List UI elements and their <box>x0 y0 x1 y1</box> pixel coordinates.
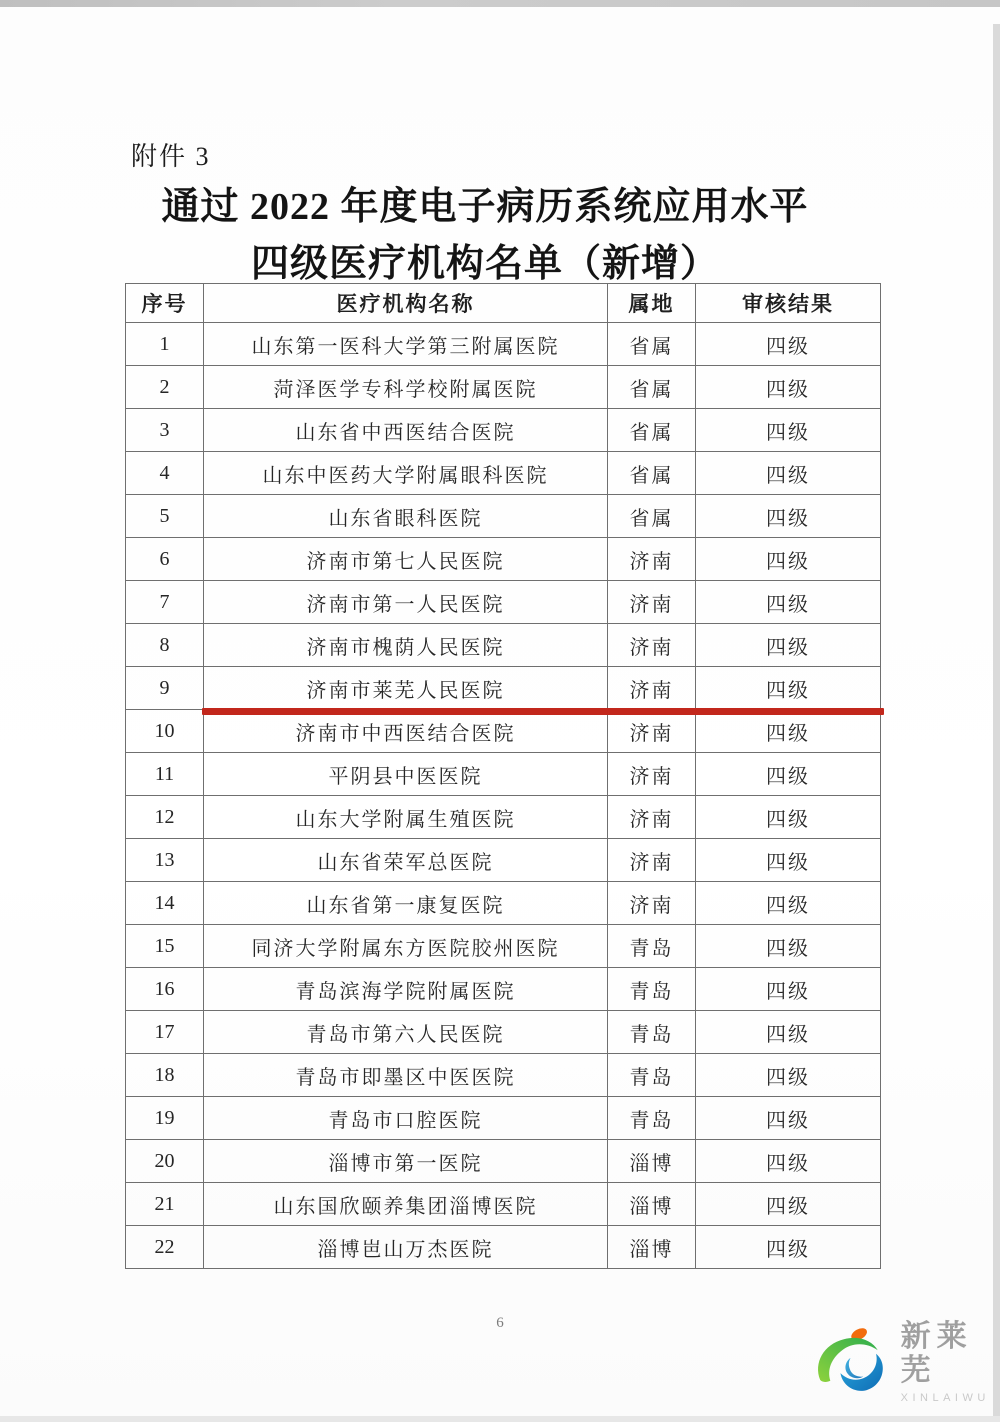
scan-edge-right <box>993 24 1000 1422</box>
cell-region: 省属 <box>608 366 696 409</box>
cell-region: 济南 <box>608 882 696 925</box>
cell-name: 同济大学附属东方医院胶州医院 <box>204 925 608 968</box>
cell-no: 12 <box>126 796 204 839</box>
cell-result: 四级 <box>696 1140 881 1183</box>
watermark-logo <box>810 1320 1000 1405</box>
cell-result: 四级 <box>696 323 881 366</box>
cell-region: 济南 <box>608 839 696 882</box>
table-row <box>126 968 881 1011</box>
cell-region: 济南 <box>608 581 696 624</box>
highlight-underline-row9 <box>202 708 884 715</box>
cell-name: 山东省眼科医院 <box>204 495 608 538</box>
cell-region: 济南 <box>608 753 696 796</box>
document-title-line1: 通过 2022 年度电子病历系统应用水平 <box>161 186 809 228</box>
cell-result: 四级 <box>696 882 881 925</box>
header-review-result: 审核结果 <box>696 284 881 323</box>
header-institution-name: 医疗机构名称 <box>204 284 608 323</box>
cell-no: 1 <box>126 323 204 366</box>
cell-result: 四级 <box>696 710 881 753</box>
cell-name: 青岛市即墨区中医医院 <box>204 1054 608 1097</box>
cell-name: 济南市莱芜人民医院 <box>204 667 608 710</box>
cell-region: 省属 <box>608 323 696 366</box>
scan-edge-top <box>0 0 1000 7</box>
cell-result: 四级 <box>696 796 881 839</box>
cell-no: 11 <box>126 753 204 796</box>
hospital-table <box>125 283 881 1269</box>
table-row <box>126 925 881 968</box>
table-row <box>126 1011 881 1054</box>
cell-no: 8 <box>126 624 204 667</box>
cell-region: 济南 <box>608 667 696 710</box>
header-region: 属地 <box>608 284 696 323</box>
cell-region: 青岛 <box>608 925 696 968</box>
cell-no: 17 <box>126 1011 204 1054</box>
cell-no: 5 <box>126 495 204 538</box>
cell-region: 淄博 <box>608 1140 696 1183</box>
cell-region: 青岛 <box>608 1097 696 1140</box>
cell-no: 14 <box>126 882 204 925</box>
cell-name: 青岛市第六人民医院 <box>204 1011 608 1054</box>
cell-result: 四级 <box>696 968 881 1011</box>
cell-no: 6 <box>126 538 204 581</box>
cell-result: 四级 <box>696 1226 881 1269</box>
cell-no: 15 <box>126 925 204 968</box>
table-row <box>126 753 881 796</box>
table-row <box>126 581 881 624</box>
cell-region: 省属 <box>608 495 696 538</box>
cell-no: 13 <box>126 839 204 882</box>
cell-result: 四级 <box>696 839 881 882</box>
cell-name: 山东大学附属生殖医院 <box>204 796 608 839</box>
table-row <box>126 839 881 882</box>
cell-name: 济南市第七人民医院 <box>204 538 608 581</box>
cell-result: 四级 <box>696 1054 881 1097</box>
table-header-row <box>126 284 881 323</box>
table-row <box>126 366 881 409</box>
cell-result: 四级 <box>696 1183 881 1226</box>
cell-name: 山东中医药大学附属眼科医院 <box>204 452 608 495</box>
cell-result: 四级 <box>696 1097 881 1140</box>
cell-no: 20 <box>126 1140 204 1183</box>
logo-text <box>901 1320 1000 1405</box>
cell-no: 4 <box>126 452 204 495</box>
table-row <box>126 1097 881 1140</box>
table-row <box>126 796 881 839</box>
cell-name: 山东省荣军总医院 <box>204 839 608 882</box>
cell-no: 7 <box>126 581 204 624</box>
cell-name: 青岛滨海学院附属医院 <box>204 968 608 1011</box>
cell-result: 四级 <box>696 581 881 624</box>
page-number: 6 <box>496 1315 504 1331</box>
table-row <box>126 452 881 495</box>
cell-region: 青岛 <box>608 968 696 1011</box>
cell-name: 山东省第一康复医院 <box>204 882 608 925</box>
cell-result: 四级 <box>696 753 881 796</box>
table-body <box>126 323 881 1269</box>
attachment-label: 附件 3 <box>131 142 211 171</box>
cell-region: 青岛 <box>608 1054 696 1097</box>
cell-result: 四级 <box>696 667 881 710</box>
cell-no: 19 <box>126 1097 204 1140</box>
table-row <box>126 1140 881 1183</box>
header-index: 序号 <box>126 284 204 323</box>
cell-result: 四级 <box>696 452 881 495</box>
cell-name: 山东国欣颐养集团淄博医院 <box>204 1183 608 1226</box>
table-row <box>126 710 881 753</box>
cell-result: 四级 <box>696 925 881 968</box>
cell-no: 9 <box>126 667 204 710</box>
table-row <box>126 409 881 452</box>
table-row <box>126 882 881 925</box>
table-row <box>126 1054 881 1097</box>
cell-name: 淄博市第一医院 <box>204 1140 608 1183</box>
logo-blue-inner-curl <box>845 1357 863 1377</box>
document-title-line2: 四级医疗机构名单（新增） <box>250 243 719 285</box>
cell-no: 16 <box>126 968 204 1011</box>
cell-name: 济南市第一人民医院 <box>204 581 608 624</box>
cell-no: 2 <box>126 366 204 409</box>
table-row <box>126 1226 881 1269</box>
cell-name: 淄博岜山万杰医院 <box>204 1226 608 1269</box>
cell-no: 10 <box>126 710 204 753</box>
logo-text-english: XINLAIWU <box>900 1392 990 1404</box>
cell-result: 四级 <box>696 538 881 581</box>
cell-result: 四级 <box>696 1011 881 1054</box>
table-row <box>126 495 881 538</box>
cell-result: 四级 <box>696 624 881 667</box>
cell-result: 四级 <box>696 495 881 538</box>
table-row <box>126 323 881 366</box>
cell-result: 四级 <box>696 409 881 452</box>
cell-name: 济南市槐荫人民医院 <box>204 624 608 667</box>
table-row <box>126 1183 881 1226</box>
table-row <box>126 667 881 710</box>
cell-no: 3 <box>126 409 204 452</box>
cell-name: 山东省中西医结合医院 <box>204 409 608 452</box>
cell-region: 淄博 <box>608 1226 696 1269</box>
cell-no: 18 <box>126 1054 204 1097</box>
cell-region: 省属 <box>608 409 696 452</box>
logo-text-chinese: 新莱芜 <box>900 1320 973 1387</box>
cell-region: 青岛 <box>608 1011 696 1054</box>
table-row <box>126 538 881 581</box>
cell-name: 济南市中西医结合医院 <box>204 710 608 753</box>
cell-region: 济南 <box>608 624 696 667</box>
cell-name: 菏泽医学专科学校附属医院 <box>204 366 608 409</box>
cell-region: 济南 <box>608 538 696 581</box>
cell-region: 济南 <box>608 796 696 839</box>
xinlaiwu-logo-icon <box>810 1321 895 1405</box>
cell-region: 省属 <box>608 452 696 495</box>
cell-name: 平阴县中医医院 <box>204 753 608 796</box>
document-title <box>95 179 875 293</box>
cell-region: 济南 <box>608 710 696 753</box>
cell-name: 青岛市口腔医院 <box>204 1097 608 1140</box>
cell-no: 22 <box>126 1226 204 1269</box>
scan-edge-bottom <box>0 1416 1000 1422</box>
cell-no: 21 <box>126 1183 204 1226</box>
cell-region: 淄博 <box>608 1183 696 1226</box>
cell-name: 山东第一医科大学第三附属医院 <box>204 323 608 366</box>
cell-result: 四级 <box>696 366 881 409</box>
table-row <box>126 624 881 667</box>
